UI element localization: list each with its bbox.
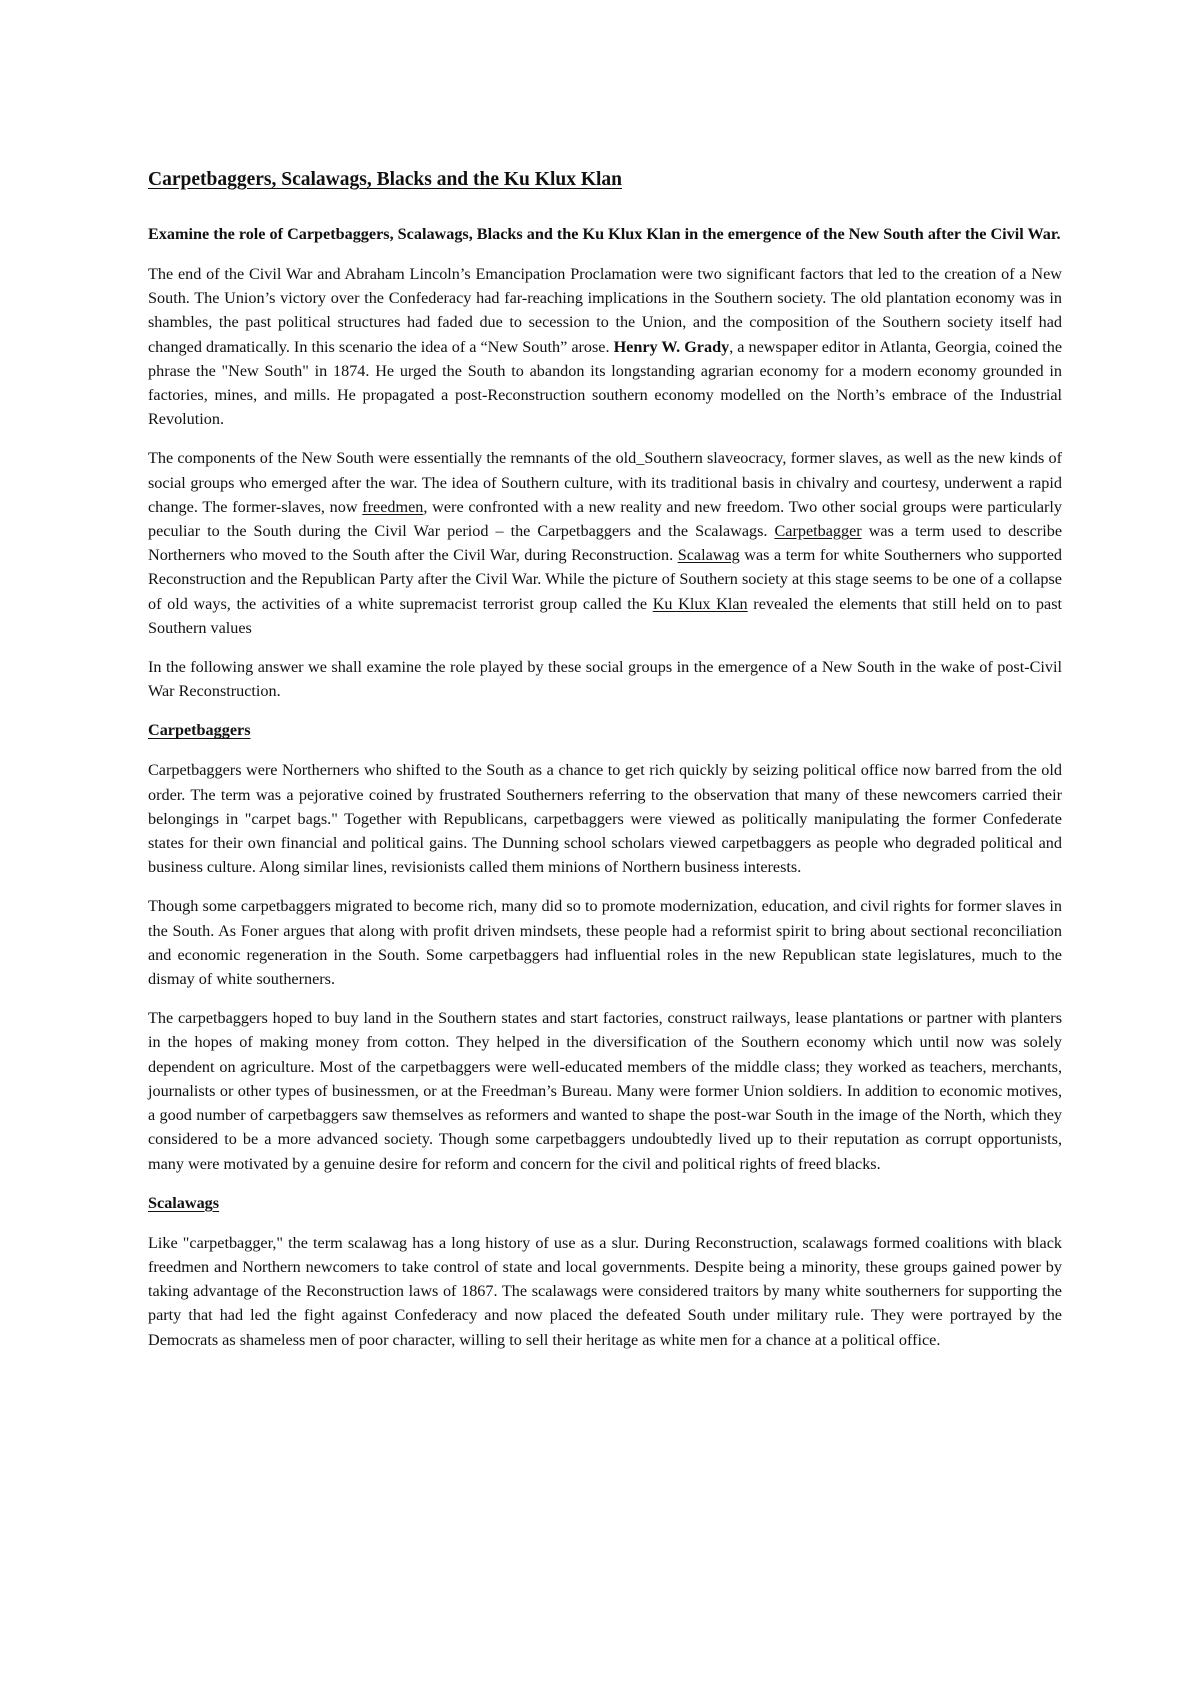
intro-p2-text-e: revealed the elements that still held on to past Southern values (148, 594, 1063, 637)
intro-paragraph-1 (148, 262, 1062, 431)
intro-p2-text-d: was a term for white Southerners who supported Reconstruction and the Republican Party after the Civil War. While the picture of Southern society at this stage seems to be one of a collapse of old ways, the activities of a white supremacist terrorist group called the (148, 546, 1062, 613)
henry-grady-name: Henry W. Grady (613, 337, 730, 356)
essay-question: Examine the role of Carpetbaggers, Scalawags, Blacks and the Ku Klux Klan in the emergence of the New South after the Civil War. (148, 225, 1061, 243)
intro-p1-text-a: The end of the Civil War and Abraham Lincoln’s Emancipation Proclamation were two significant factors that led to the creation of a New South. The Union’s victory over the Confederacy had far-reaching implications in the Southern society. The old plantation economy was in shambles, the past political structures had faded due to secession to the Union, and the composition of the Southern society itself had changed dramatically. In this scenario the idea of a “New South” arose. (148, 265, 1062, 356)
carpetbagger-link[interactable]: Carpetbagger (774, 522, 862, 541)
scalawags-paragraph-1: Like "carpetbagger," the term scalawag has a long history of use as a slur. During Reconstruction, scalawags formed coalitions with black freedmen and Northern newcomers to take control of state and local governments. Despite being a minority, these groups gained power by taking advantage of the Reconstruction laws of 1867. The scalawags were considered traitors by many white southerners for supporting the party that had led the fight against Confederacy and now placed the defeated South under military rule. They were portrayed by the Democrats as shameless men of poor character, willing to sell their heritage as white men for a chance at a political office. (148, 1233, 1062, 1349)
carpetbaggers-paragraph-2: Though some carpetbaggers migrated to become rich, many did so to promote modernization, education, and civil rights for former slaves in the South. As Foner argues that along with profit driven mindsets, these people had a reformist spirit to bring about sectional reconciliation and economic regeneration in the South. Some carpetbaggers had influential roles in the new Republican state legislatures, much to the dismay of white southerners. (148, 897, 1062, 989)
intro-p2-text-a: The components of the New South were essentially the remnants of the old_Southern slaveocracy, former slaves, as well as the new kinds of social groups who emerged after the war. The idea of Southern culture, with its traditional basis in chivalry and courtesy, underwent a rapid change. The former-slaves, now (148, 449, 1062, 516)
scalawags-heading: Scalawags (148, 1193, 220, 1212)
freedmen-link[interactable]: freedmen (362, 497, 424, 516)
intro-p2-text-c: was a term used to describe Northerners who moved to the South after the Civil War, during Reconstruction. (148, 522, 1063, 565)
document-title: Carpetbaggers, Scalawags, Blacks and the Ku Klux Klan (148, 169, 623, 190)
ku-klux-klan-link[interactable]: Ku Klux Klan (652, 594, 748, 613)
intro-paragraph-3: In the following answer we shall examine the role played by these social groups in the emergence of a New South in the wake of post-Civil War Reconstruction. (148, 658, 1062, 701)
scalawag-link[interactable]: Scalawag (677, 546, 740, 565)
carpetbaggers-paragraph-3: The carpetbaggers hoped to buy land in the Southern states and start factories, construct railways, lease plantations or partner with planters in the hopes of making money from cotton. They helped in the diversification of the Southern economy which until now was solely dependent on agriculture. Most of the carpetbaggers were well-educated members of the middle class; they worked as teachers, merchants, journalists or other types of businessmen, or at the Freedman’s Bureau. Many were former Union soldiers. In addition to economic motives, a good number of carpetbaggers saw themselves as reformers and wanted to shape the post-war South in the image of the North, which they considered to be a more advanced society. Though some carpetbaggers undoubtedly lived up to their reputation as corrupt opportunists, many were motivated by a genuine desire for reform and concern for the civil and political rights of freed blacks. (148, 1009, 1062, 1173)
intro-paragraph-2 (148, 446, 1062, 640)
intro-p2-text-b: , were confronted with a new reality and new freedom. Two other social groups were particularly peculiar to the South during the Civil War period – the Carpetbaggers and the Scalawags. (148, 497, 1062, 541)
intro-p1-text-b: , a newspaper editor in Atlanta, Georgia, coined the phrase the "New South" in 1874. He urged the South to abandon its longstanding agrarian economy for a modern economy grounded in factories, mines, and mills. He propagated a post-Reconstruction southern economy modelled on the North’s embrace of the Industrial Revolution. (148, 337, 1063, 429)
document-page (148, 168, 1062, 1367)
carpetbaggers-paragraph-1: Carpetbaggers were Northerners who shifted to the South as a chance to get rich quickly by seizing political office now barred from the old order. The term was a pejorative coined by frustrated Southerners referring to the observation that many of these newcomers carried their belongings in "carpet bags." Together with Republicans, carpetbaggers were viewed as politically manipulating the former Confederate states for their own financial and political gains. The Dunning school scholars viewed carpetbaggers as people who degraded political and business culture. Along similar lines, revisionists called them minions of Northern business interests. (148, 761, 1062, 877)
carpetbaggers-heading: Carpetbaggers (148, 721, 251, 740)
